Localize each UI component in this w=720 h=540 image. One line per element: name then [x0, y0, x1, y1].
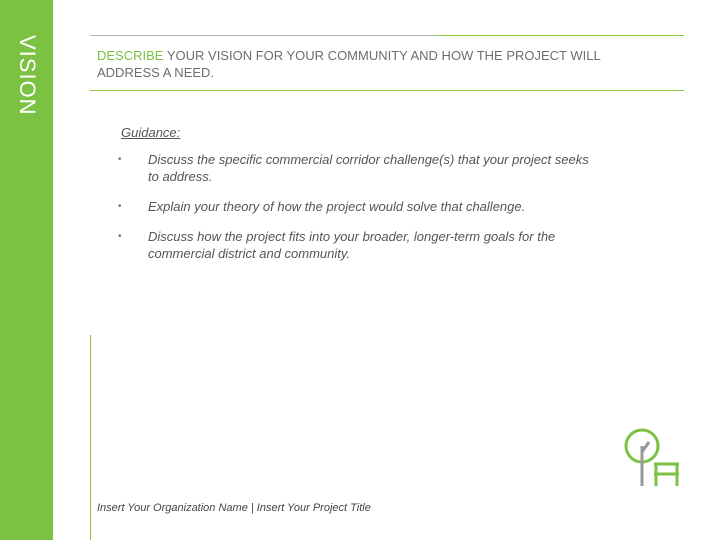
guidance-title: Guidance:: [121, 125, 181, 140]
footer-divider: [90, 335, 91, 540]
heading-accent-word: DESCRIBE: [97, 48, 164, 63]
guidance-item: [118, 198, 598, 215]
bullet-icon: •: [118, 154, 122, 165]
side-tab: [0, 0, 53, 540]
guidance-list: [118, 151, 598, 275]
bullet-icon: •: [118, 231, 122, 242]
guidance-item-text: Explain your theory of how the project would solve that challenge.: [148, 199, 526, 214]
side-tab-label: VISION: [15, 35, 40, 116]
heading-rest: YOUR VISION FOR YOUR COMMUNITY AND HOW THE PROJECT WILL ADDRESS A NEED.: [97, 48, 601, 80]
heading-divider: [90, 90, 684, 91]
top-divider-gray: [90, 35, 437, 36]
tree-bench-icon: [622, 424, 684, 488]
slide-heading: [97, 47, 657, 81]
top-divider-green: [437, 35, 684, 36]
footer-text: Insert Your Organization Name | Insert Your Project Title: [97, 502, 371, 514]
guidance-item-text: Discuss how the project fits into your broader, longer-term goals for the commercial district and community.: [148, 229, 556, 261]
guidance-item: [118, 228, 598, 262]
guidance-item: [118, 151, 598, 185]
bullet-icon: •: [118, 201, 122, 212]
guidance-item-text: Discuss the specific commercial corridor challenge(s) that your project seeks to address.: [148, 152, 589, 184]
